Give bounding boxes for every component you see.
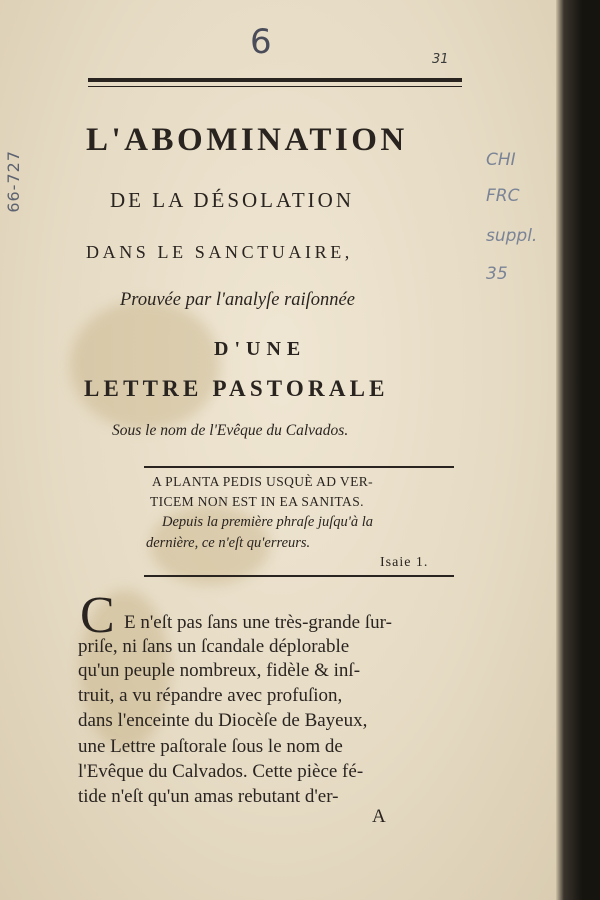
title-line-5: D'UNE: [214, 338, 307, 360]
handwritten-shelfmark-right: CHI: [486, 150, 516, 170]
drop-cap: C: [80, 587, 115, 644]
epigraph-line-2: TICEM NON EST IN EA SANITAS.: [150, 494, 364, 509]
header-rule-thick: [88, 78, 462, 82]
header-rule-thin: [88, 86, 462, 87]
body-line-1: E n'eſt pas ſans une très-grande ſur-: [124, 612, 392, 633]
epigraph-line-3: Depuis la première phraſe juſqu'à la: [162, 514, 374, 530]
handwritten-folio-number: 6: [250, 22, 272, 62]
body-line-5: dans l'enceinte du Diocèſe de Bayeux,: [78, 710, 368, 731]
page-edge-shadow: [556, 0, 600, 900]
title-line-2: DE LA DÉSOLATION: [110, 188, 354, 212]
handwritten-shelfmark-right: 35: [486, 264, 508, 284]
body-line-8: tide n'eſt qu'un amas rebutant d'er-: [78, 786, 339, 807]
catchword: A: [372, 806, 386, 827]
body-line-6: une Lettre paſtorale ſous le nom de: [78, 736, 343, 757]
epigraph-rule-bottom: [144, 575, 454, 577]
handwritten-shelfmark-right: FRC: [486, 186, 520, 206]
handwritten-mark: 31: [432, 52, 449, 67]
body-line-4: truit, a vu répandre avec profuſion,: [78, 685, 343, 706]
body-line-3: qu'un peuple nombreux, fidèle & inſ-: [78, 660, 361, 681]
body-line-7: l'Evêque du Calvados. Cette pièce fé-: [78, 761, 364, 782]
title-line-1: L'ABOMINATION: [86, 122, 408, 158]
handwritten-shelfmark-left: 66-727: [4, 150, 23, 213]
water-stain: [70, 300, 220, 430]
title-line-4: Prouvée par l'analyſe raiſonnée: [120, 290, 355, 310]
handwritten-shelfmark-right: suppl.: [486, 226, 538, 246]
title-line-3: DANS LE SANCTUAIRE,: [86, 242, 353, 262]
epigraph-rule-top: [144, 466, 454, 468]
body-line-2: priſe, ni ſans un ſcandale déplorable: [78, 636, 350, 657]
title-line-7: Sous le nom de l'Evêque du Calvados.: [112, 422, 349, 439]
epigraph-line-1: A PLANTA PEDIS USQUÈ AD VER-: [152, 474, 374, 489]
epigraph-line-4: dernière, ce n'eſt qu'erreurs.: [146, 535, 311, 551]
title-line-6: LETTRE PASTORALE: [84, 376, 389, 401]
epigraph-source: Isaie 1.: [380, 555, 429, 570]
